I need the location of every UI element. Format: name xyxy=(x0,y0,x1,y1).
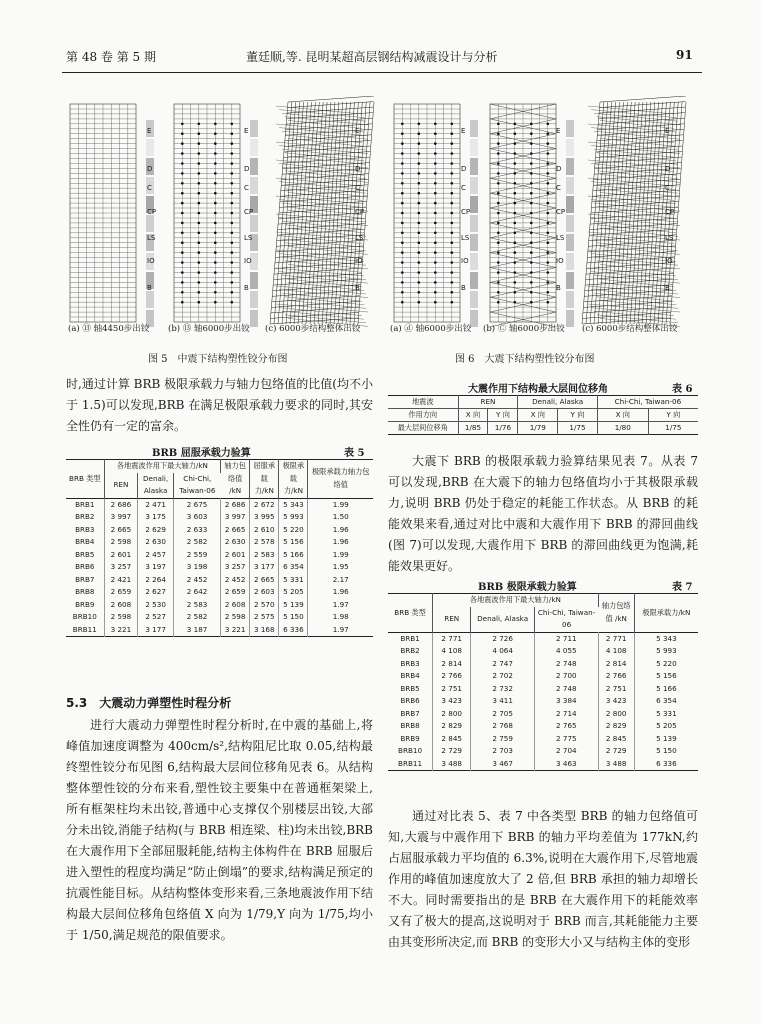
value-cell: 2 714 xyxy=(534,708,598,721)
value-cell: 3 177 xyxy=(250,561,279,574)
table6 xyxy=(388,395,698,435)
value-cell: 2.17 xyxy=(332,574,349,584)
right-paragraph-1: 大震下 BRB 的极限承载力验算结果见表 7。从表 7 可以发现,BRB 在大震下的轴力包络值均小于其极限承载力,说明 BRB 仍处于稳定的耗能工作状态。从 BRB 的耗能效果来看,通过对比中震和大震作用下 BRB 的滞回曲线(图 7)可以发现,大震作用下 BRB 的滞回曲线更为饱满,耗能效果更好。 xyxy=(388,454,698,573)
value-cell: 2 665 xyxy=(104,524,138,537)
value-cell: 2 601 xyxy=(104,549,138,562)
value-cell: 2 829 xyxy=(433,720,471,733)
brb-type-cell: BRB10 xyxy=(66,611,104,624)
t6-wave-chichi: Chi-Chi, Taiwan-06 xyxy=(614,397,682,406)
brb-type-cell: BRB3 xyxy=(388,658,433,671)
value-cell: 2 800 xyxy=(598,708,634,721)
legend-label: E xyxy=(244,127,249,135)
value-cell: 6 354 xyxy=(279,561,308,574)
legend-label: E xyxy=(355,127,360,135)
table5 xyxy=(66,459,373,637)
value-cell: 2 814 xyxy=(598,658,634,671)
value-cell: 2 759 xyxy=(471,733,535,746)
legend-label: CP xyxy=(665,208,675,216)
value-cell: 2 751 xyxy=(433,683,471,696)
value-cell: 2 845 xyxy=(433,733,471,746)
value-cell: 2 630 xyxy=(138,536,174,549)
legend-label: CP xyxy=(556,208,566,216)
value-cell: 5 139 xyxy=(656,733,677,743)
value-cell: 3 997 xyxy=(104,511,138,524)
fig5b-caption: (b) ⑬ 轴6000步出铰 xyxy=(168,324,250,334)
legend-label: C xyxy=(355,184,360,192)
legend-label: E xyxy=(556,127,561,135)
legend-label: D xyxy=(355,165,361,173)
value-cell: 2 421 xyxy=(104,574,138,587)
table-row xyxy=(388,745,698,758)
value-cell: 2 751 xyxy=(598,683,634,696)
legend-label: LS xyxy=(244,234,253,242)
table-row xyxy=(66,536,373,549)
legend-label: C xyxy=(461,184,466,192)
t7-h-env: 轴力包络值 /kN xyxy=(598,594,634,633)
legend-label: LS xyxy=(461,234,470,242)
legend-label: E xyxy=(147,127,152,135)
t6-h-wave: 地震波 xyxy=(388,396,458,409)
value-cell: 2 845 xyxy=(598,733,634,746)
value-cell: 2 633 xyxy=(174,524,221,537)
brb-type-cell: BRB7 xyxy=(388,708,433,721)
value-cell: 2 527 xyxy=(138,611,174,624)
t5-h-chichi: Chi-Chi, Taiwan-06 xyxy=(179,473,216,495)
value-cell: 2 471 xyxy=(138,498,174,511)
section-paragraph: 进行大震动力弹塑性时程分析时,在中震的基础上,将峰值加速度调整为 400cm/s²,结构阻尼比取 0.05,结构最终塑性铰分布见图 6,结构最大层间位移角见表 6。从结构整体塑性铰的分布来看,塑性铰主要集中在普通框架梁上,所有框架柱均未出铰,普通中心支撑仅个别楼层出铰,大部分未出铰,消能子结构(与 BRB 相连梁、柱)均未出铰,BRB 在大震作用下全部屈服耗能,结构主体构件在 BRB 屈服后进入塑性的程度均满足“防止倒塌”的要求,结构满足预定的抗震性能目标。从结构整体变形来看,三条地震波作用下结构最大层间位移角包络值 X 向为 1/79,Y 向为 1/75,均小于 1/50,满足规范的限值要求。 xyxy=(66,718,373,942)
brb-type-cell: BRB6 xyxy=(66,561,104,574)
brb-type-cell: BRB11 xyxy=(388,758,433,771)
right-paragraph-2: 通过对比表 5、表 7 中各类型 BRB 的轴力包络值可知,大震与中震作用下 BRB 的轴力平均差值为 177kN,约占屈服承载力平均值的 6.3%,说明在大震作用下,尽管地震作用的峰值加速度放大了 2 倍,但 BRB 承担的轴力却增长不大。同时需要指出的是 BRB 在大震作用下的耗能效率又有了极大的提高,这说明对于 BRB 而言,其耗能能力主要由其变形所决定,而 BRB 的变形大小又与结构主体的变形 xyxy=(388,809,698,949)
table7-number: 表 7 xyxy=(672,582,693,593)
fig5-panel-c-image xyxy=(262,96,388,328)
value-cell: 2 659 xyxy=(221,586,250,599)
brb-type-cell: BRB9 xyxy=(388,733,433,746)
value-cell: 3 467 xyxy=(471,758,535,771)
value-cell: 2 675 xyxy=(174,498,221,511)
legend-label: C xyxy=(556,184,561,192)
table-row xyxy=(388,758,698,771)
brb-type-cell: BRB8 xyxy=(388,720,433,733)
value-cell: 3 488 xyxy=(598,758,634,771)
value-cell: 5 156 xyxy=(279,536,308,549)
value-cell: 6 354 xyxy=(656,696,677,705)
legend-label: D xyxy=(244,165,250,173)
brb-type-cell: BRB1 xyxy=(388,632,433,645)
value-cell: 2 814 xyxy=(433,658,471,671)
fig6b-caption: (b) Ⓒ 轴6000步出铰 xyxy=(483,324,565,334)
value-cell: 1.98 xyxy=(332,612,349,621)
table-row xyxy=(388,658,698,671)
value-cell: 5 205 xyxy=(279,586,308,599)
legend-label: E xyxy=(665,127,670,135)
value-cell: 5 166 xyxy=(279,549,308,562)
value-cell: 5 993 xyxy=(656,646,677,655)
table-row xyxy=(388,720,698,733)
table-row xyxy=(66,599,373,612)
value-cell: 1.50 xyxy=(332,512,349,521)
value-cell: 2 575 xyxy=(250,611,279,624)
table-row xyxy=(66,511,373,524)
value-cell: 2 642 xyxy=(174,586,221,599)
table-row xyxy=(388,683,698,696)
value-cell: 2 775 xyxy=(534,733,598,746)
legend-label: C xyxy=(665,184,670,192)
left-paragraph-1: 时,通过计算 BRB 极限承载力与轴力包络值的比值(均不小于 1.5)可以发现,BRB 在满足极限承载力要求的同时,其安全性仍有一定的富余。 xyxy=(66,377,373,433)
legend-label: B xyxy=(244,284,249,292)
value-cell: 2 729 xyxy=(598,745,634,758)
table5-title: BRB 屈服承载力验算 xyxy=(152,448,251,459)
t5-h-ult: 极限承载力/kN xyxy=(279,460,308,499)
table7-body xyxy=(388,632,698,771)
t6-drift: 1/76 xyxy=(488,422,518,435)
t6-drift: 1/80 xyxy=(597,422,648,435)
value-cell: 2 800 xyxy=(433,708,471,721)
legend-label: D xyxy=(665,165,671,173)
value-cell: 5 993 xyxy=(279,511,308,524)
value-cell: 3 995 xyxy=(250,511,279,524)
fig5a-caption: (a) ⑬ 轴4450步出铰 xyxy=(68,324,150,334)
value-cell: 2 559 xyxy=(174,549,221,562)
value-cell: 2 582 xyxy=(174,611,221,624)
brb-type-cell: BRB3 xyxy=(66,524,104,537)
value-cell: 3 175 xyxy=(138,511,174,524)
value-cell: 2 766 xyxy=(598,670,634,683)
t6-dir: Y 向 xyxy=(666,410,681,419)
brb-type-cell: BRB6 xyxy=(388,695,433,708)
table-row xyxy=(66,574,373,587)
value-cell: 2 748 xyxy=(534,683,598,696)
value-cell: 1.95 xyxy=(332,562,349,571)
t6-dir: Y 向 xyxy=(558,409,598,422)
table-row xyxy=(66,524,373,537)
value-cell: 5 139 xyxy=(279,599,308,612)
legend-label: LS xyxy=(665,234,674,242)
legend-label: IO xyxy=(147,257,155,265)
table-row xyxy=(388,632,698,645)
brb-type-cell: BRB2 xyxy=(388,645,433,658)
value-cell: 3 187 xyxy=(174,624,221,637)
fig6-panel-c-image xyxy=(574,96,700,328)
value-cell: 6 336 xyxy=(656,758,677,768)
brb-type-cell: BRB10 xyxy=(388,745,433,758)
value-cell: 2 768 xyxy=(471,720,535,733)
value-cell: 5 150 xyxy=(656,746,677,755)
table-row xyxy=(388,645,698,658)
value-cell: 2 452 xyxy=(221,574,250,587)
t7-h-type: BRB 类型 xyxy=(388,594,433,633)
value-cell: 2 732 xyxy=(471,683,535,696)
legend-label: B xyxy=(665,284,670,292)
value-cell: 2 771 xyxy=(433,632,471,645)
brb-type-cell: BRB7 xyxy=(66,574,104,587)
value-cell: 3 423 xyxy=(433,695,471,708)
legend-label: D xyxy=(461,165,467,173)
value-cell: 2 705 xyxy=(471,708,535,721)
value-cell: 3 198 xyxy=(174,561,221,574)
t5-h-ratio: 极限承载力轴力包络值 xyxy=(311,467,370,489)
value-cell: 2 583 xyxy=(174,599,221,612)
value-cell: 5 331 xyxy=(279,574,308,587)
t6-h-dir: 作用方向 xyxy=(388,409,458,422)
value-cell: 2 598 xyxy=(221,611,250,624)
value-cell: 5 331 xyxy=(656,708,677,718)
running-title: 董廷顺,等. 昆明某超高层钢结构减震设计与分析 xyxy=(246,50,498,64)
value-cell: 2 630 xyxy=(221,536,250,549)
legend-label: LS xyxy=(147,234,156,242)
value-cell: 5 343 xyxy=(279,498,308,511)
table6-number: 表 6 xyxy=(672,384,693,395)
value-cell: 3 997 xyxy=(221,511,250,524)
value-cell: 5 156 xyxy=(656,671,677,680)
brb-type-cell: BRB4 xyxy=(66,536,104,549)
value-cell: 3 197 xyxy=(138,561,174,574)
legend-label: CP xyxy=(355,208,365,216)
t6-drift: 1/75 xyxy=(558,422,598,435)
value-cell: 5 150 xyxy=(279,611,308,624)
value-cell: 5 205 xyxy=(656,721,677,730)
brb-type-cell: BRB2 xyxy=(66,511,104,524)
legend-label: B xyxy=(355,284,360,292)
fig6a-caption: (a) ⓓ 轴6000步出铰 xyxy=(390,324,472,334)
legend-label: IO xyxy=(665,257,673,265)
value-cell: 2 703 xyxy=(471,745,535,758)
table-row xyxy=(66,498,373,511)
fig6-panel-b-image xyxy=(484,96,584,328)
legend-label: C xyxy=(244,184,249,192)
legend-label: IO xyxy=(244,257,252,265)
value-cell: 1.99 xyxy=(332,499,349,509)
value-cell: 4 108 xyxy=(433,645,471,658)
value-cell: 3 257 xyxy=(104,561,138,574)
legend-label: IO xyxy=(355,257,363,265)
t6-dir: X 向 xyxy=(518,409,558,422)
value-cell: 2 765 xyxy=(534,720,598,733)
brb-type-cell: BRB11 xyxy=(66,624,104,637)
table5-number: 表 5 xyxy=(344,448,365,459)
value-cell: 2 578 xyxy=(250,536,279,549)
brb-type-cell: BRB9 xyxy=(66,599,104,612)
value-cell: 1.97 xyxy=(332,599,349,609)
value-cell: 1.96 xyxy=(332,587,349,596)
legend-label: E xyxy=(461,127,466,135)
legend-label: C xyxy=(147,184,152,192)
table7 xyxy=(388,593,698,771)
value-cell: 3 384 xyxy=(534,695,598,708)
legend-label: D xyxy=(147,165,153,173)
fig6-panel-a-image xyxy=(388,96,488,328)
table-row xyxy=(388,670,698,683)
value-cell: 2 748 xyxy=(534,658,598,671)
t7-h-chichi: Chi-Chi, Taiwan-06 xyxy=(537,607,596,629)
legend-label: LS xyxy=(556,234,565,242)
value-cell: 2 686 xyxy=(221,498,250,511)
value-cell: 4 108 xyxy=(598,645,634,658)
legend-label: LS xyxy=(355,234,364,242)
fig5-title: 图 5 中震下结构塑性铰分布图 xyxy=(148,354,288,365)
value-cell: 3 221 xyxy=(104,624,138,637)
table-row xyxy=(66,611,373,624)
t5-h-denali: Denali, Alaska xyxy=(138,473,174,499)
value-cell: 4 055 xyxy=(534,645,598,658)
value-cell: 2 700 xyxy=(534,670,598,683)
value-cell: 3 463 xyxy=(534,758,598,771)
value-cell: 3 423 xyxy=(598,695,634,708)
legend-label: CP xyxy=(244,208,254,216)
t6-h-drift: 最大层间位移角 xyxy=(388,422,458,435)
legend-label: D xyxy=(556,165,562,173)
value-cell: 4 064 xyxy=(471,645,535,658)
value-cell: 2 665 xyxy=(221,524,250,537)
value-cell: 1.96 xyxy=(332,537,349,546)
table-row xyxy=(388,708,698,721)
legend-label: IO xyxy=(461,257,469,265)
value-cell: 1.99 xyxy=(332,549,349,559)
value-cell: 2 610 xyxy=(250,524,279,537)
value-cell: 2 530 xyxy=(138,599,174,612)
t6-dir: X 向 xyxy=(597,409,648,422)
table-row xyxy=(66,586,373,599)
value-cell: 2 704 xyxy=(534,745,598,758)
t6-wave-denali: Denali, Alaska xyxy=(518,396,597,409)
value-cell: 3 221 xyxy=(221,624,250,637)
t7-h-ren: REN xyxy=(433,607,471,633)
fig6c-caption: (c) 6000步结构整体出铰 xyxy=(582,324,678,334)
value-cell: 2 608 xyxy=(221,599,250,612)
value-cell: 2 747 xyxy=(471,658,535,671)
brb-type-cell: BRB4 xyxy=(388,670,433,683)
value-cell: 5 343 xyxy=(656,633,677,643)
t5-h-group: 各地震波作用下最大轴力/kN xyxy=(104,460,221,473)
value-cell: 2 570 xyxy=(250,599,279,612)
value-cell: 2 672 xyxy=(250,498,279,511)
t6-wave-ren: REN xyxy=(458,396,518,409)
value-cell: 2 665 xyxy=(250,574,279,587)
t6-dir: X 向 xyxy=(458,409,488,422)
value-cell: 2 457 xyxy=(138,549,174,562)
t5-h-yield: 屈服承载力/kN xyxy=(250,460,279,499)
section-heading: 5.3 大震动力弹塑性时程分析 xyxy=(66,696,232,710)
value-cell: 2 711 xyxy=(534,632,598,645)
t5-h-env: 轴力包络值 /kN xyxy=(221,460,250,499)
table-row xyxy=(66,561,373,574)
value-cell: 2 598 xyxy=(104,536,138,549)
value-cell: 2 829 xyxy=(598,720,634,733)
value-cell: 1.96 xyxy=(332,524,349,534)
t6-drift: 1/85 xyxy=(458,422,488,435)
value-cell: 3 411 xyxy=(471,695,535,708)
value-cell: 3 168 xyxy=(250,624,279,637)
value-cell: 2 659 xyxy=(104,586,138,599)
legend-label: B xyxy=(147,284,152,292)
fig6-title: 图 6 大震下结构塑性铰分布图 xyxy=(455,354,595,365)
table-row xyxy=(66,549,373,562)
value-cell: 3 177 xyxy=(138,624,174,637)
value-cell: 2 583 xyxy=(250,549,279,562)
value-cell: 6 336 xyxy=(279,624,308,637)
brb-type-cell: BRB5 xyxy=(388,683,433,696)
value-cell: 5 220 xyxy=(279,524,308,537)
brb-type-cell: BRB5 xyxy=(66,549,104,562)
table7-title: BRB 极限承载力验算 xyxy=(478,582,577,593)
table5-body xyxy=(66,498,373,637)
value-cell: 2 726 xyxy=(471,632,535,645)
value-cell: 3 257 xyxy=(221,561,250,574)
value-cell: 2 601 xyxy=(221,549,250,562)
legend-label: B xyxy=(461,284,466,292)
value-cell: 2 598 xyxy=(104,611,138,624)
value-cell: 3 603 xyxy=(174,511,221,524)
table-row xyxy=(388,733,698,746)
value-cell: 1.97 xyxy=(332,624,349,634)
brb-type-cell: BRB8 xyxy=(66,586,104,599)
value-cell: 2 771 xyxy=(598,632,634,645)
table-row xyxy=(388,695,698,708)
t7-h-ult: 极限承载力/kN xyxy=(642,607,691,617)
t5-h-type: BRB 类型 xyxy=(66,460,104,499)
brb-type-cell: BRB1 xyxy=(66,498,104,511)
value-cell: 2 603 xyxy=(250,586,279,599)
legend-label: CP xyxy=(147,208,157,216)
value-cell: 2 452 xyxy=(174,574,221,587)
table6-title: 大震作用下结构最大层间位移角 xyxy=(468,384,608,395)
legend-label: B xyxy=(556,284,561,292)
value-cell: 5 166 xyxy=(656,683,677,693)
t7-h-denali: Denali, Alaska xyxy=(471,607,535,633)
legend-label: IO xyxy=(556,257,564,265)
header-rule xyxy=(62,72,702,73)
value-cell: 2 729 xyxy=(433,745,471,758)
t7-h-group: 各地震波作用下最大轴力/kN xyxy=(433,594,599,607)
value-cell: 5 220 xyxy=(656,658,677,668)
value-cell: 2 264 xyxy=(138,574,174,587)
t5-h-ren: REN xyxy=(104,473,138,499)
value-cell: 2 582 xyxy=(174,536,221,549)
value-cell: 2 629 xyxy=(138,524,174,537)
journal-volume: 第 48 卷 第 5 期 xyxy=(66,50,156,64)
value-cell: 2 686 xyxy=(104,498,138,511)
value-cell: 2 627 xyxy=(138,586,174,599)
value-cell: 2 608 xyxy=(104,599,138,612)
table-row xyxy=(66,624,373,637)
value-cell: 3 488 xyxy=(433,758,471,771)
value-cell: 2 702 xyxy=(471,670,535,683)
page-number: 91 xyxy=(676,48,693,62)
legend-label: CP xyxy=(461,208,471,216)
value-cell: 2 766 xyxy=(433,670,471,683)
t6-drift: 1/79 xyxy=(518,422,558,435)
t6-drift: 1/75 xyxy=(665,423,682,432)
t6-dir: Y 向 xyxy=(488,409,518,422)
fig5c-caption: (c) 6000步结构整体出铰 xyxy=(265,324,361,334)
